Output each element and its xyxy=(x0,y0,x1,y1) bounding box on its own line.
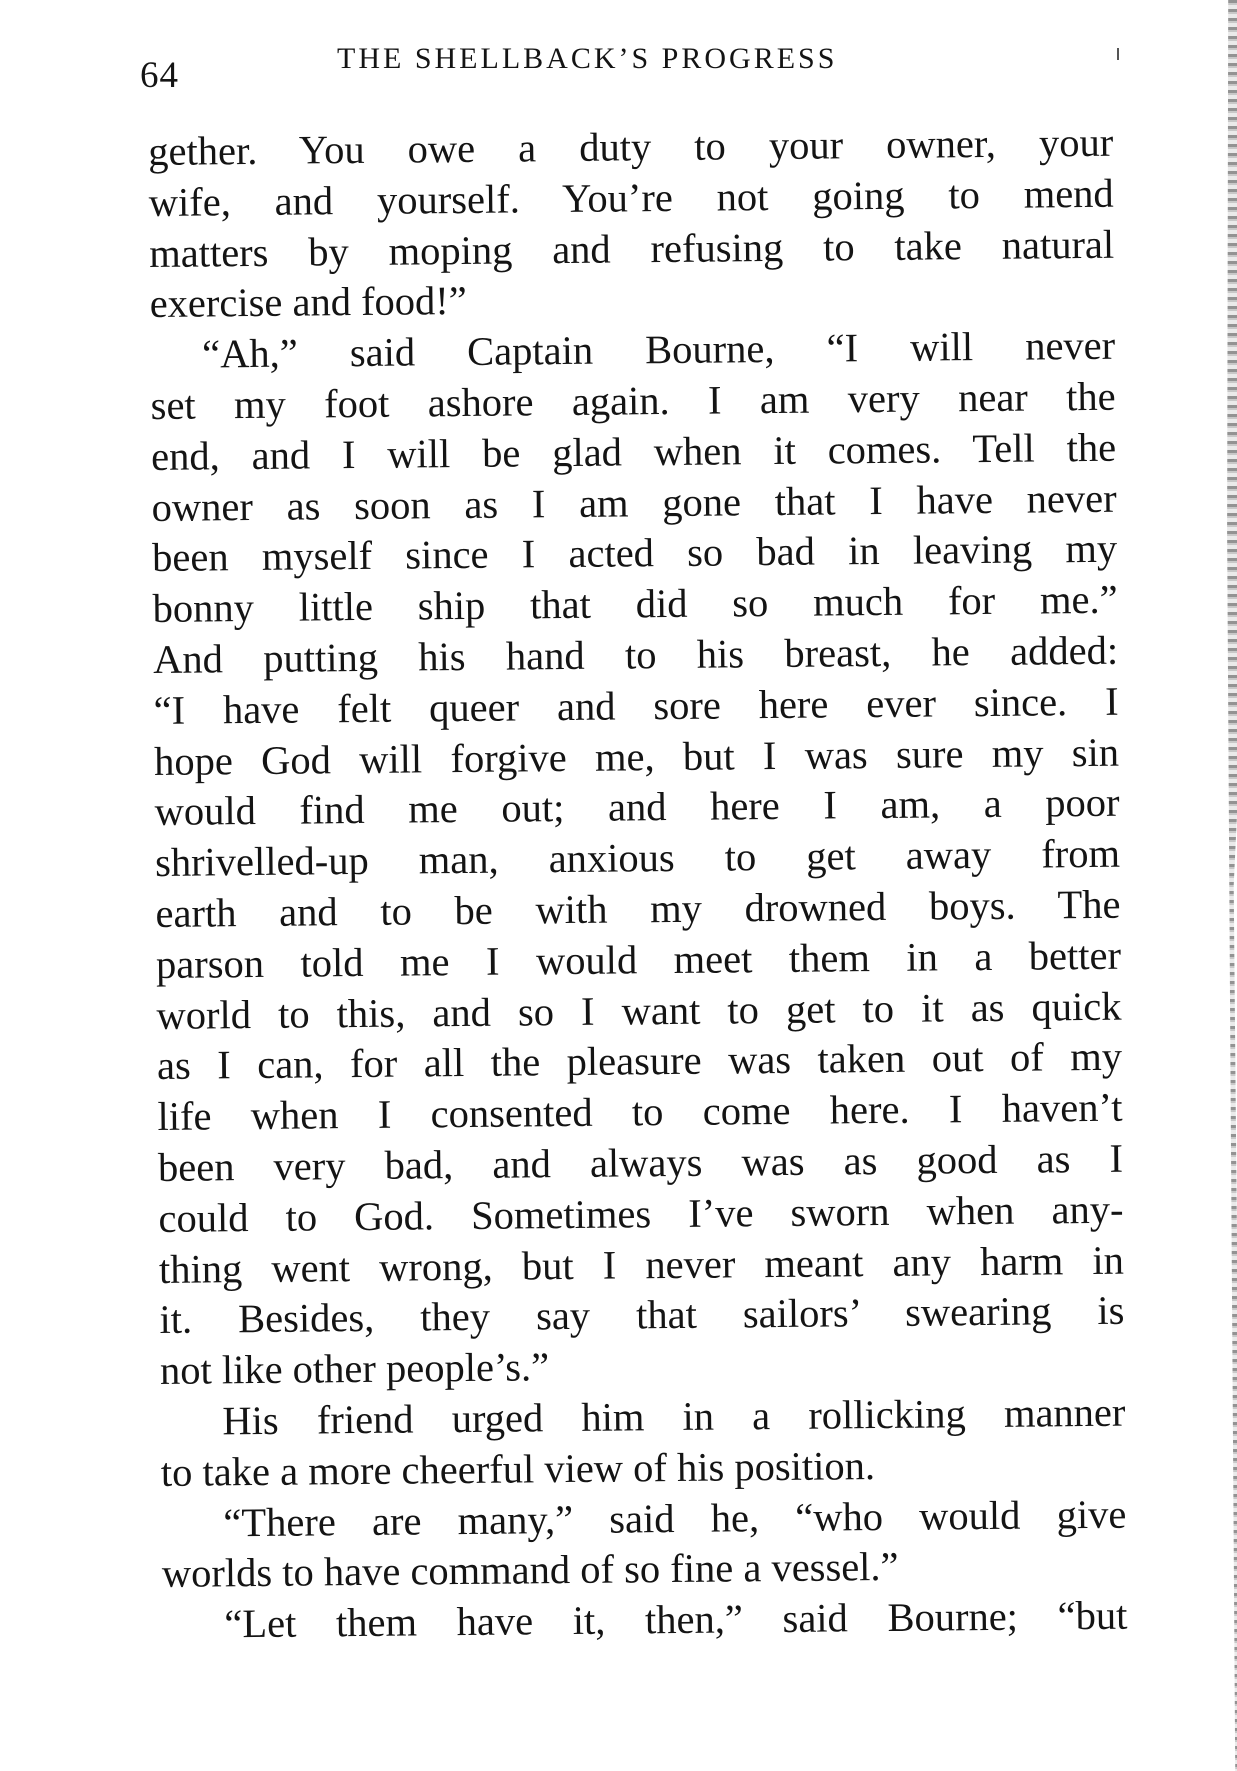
text-line: “I have felt queer and sore here ever since. I xyxy=(153,678,1119,733)
text-line: hope God will forgive me, but I was sure my sin xyxy=(153,729,1120,784)
text-line: And putting his hand to his breast, he added: xyxy=(152,627,1119,682)
text-line: not like other people’s.” xyxy=(159,1344,550,1394)
text-line: “Ah,” said Captain Bourne, “I will never xyxy=(201,322,1116,377)
text-line: gether. You owe a duty to your owner, your xyxy=(148,119,1114,174)
text-line: life when I consented to come here. I haven’t xyxy=(157,1084,1123,1140)
text-line: exercise and food!” xyxy=(149,278,467,327)
scan-edge-shadow xyxy=(1215,0,1237,1771)
body-text xyxy=(148,118,1128,1651)
text-line: could to God. Sometimes I’ve sworn when any- xyxy=(158,1186,1124,1241)
text-line: been myself since I acted so bad in leaving my xyxy=(151,526,1118,581)
text-line: world to this, and so I want to get to it as quick xyxy=(156,983,1122,1038)
text-line: thing went wrong, but I never meant any harm in xyxy=(158,1237,1125,1292)
text-line: been very bad, and always was as good as I xyxy=(157,1135,1124,1190)
text-line: “Let them have it, then,” said Bourne; “but xyxy=(224,1592,1128,1647)
text-line: to take a more cheerful view of his position. xyxy=(160,1442,876,1495)
text-line: earth and to be with my drowned boys. The xyxy=(155,881,1121,936)
text-line: it. Besides, they say that sailors’ swearing is xyxy=(159,1288,1125,1343)
text-line: would find me out; and here I am, a poor xyxy=(154,780,1120,835)
text-line: set my foot ashore again. I am very near the xyxy=(150,373,1116,428)
text-line: wife, and yourself. You’re not going to mend xyxy=(148,170,1114,225)
text-line: His friend urged him in a rollicking manner xyxy=(222,1389,1126,1444)
running-head: THE SHELLBACK’S PROGRESS xyxy=(337,42,838,75)
text-line: shrivelled-up man, anxious to get away from xyxy=(154,830,1121,886)
text-line: parson told me I would meet them in a better xyxy=(155,932,1122,987)
text-line: as I can, for all the pleasure was taken out of my xyxy=(156,1034,1123,1089)
page-number: 64 xyxy=(140,55,179,96)
text-line: worlds to have command of so fine a vessel.” xyxy=(161,1544,899,1597)
text-line: owner as soon as I am gone that I have never xyxy=(151,475,1117,530)
text-line: bonny little ship that did so much for me.” xyxy=(152,576,1118,632)
text-line: end, and I will be glad when it comes. Tell the xyxy=(150,424,1117,479)
text-line: “There are many,” said he, “who would give xyxy=(223,1491,1127,1545)
print-mark xyxy=(1117,48,1119,60)
page-header xyxy=(140,40,1140,100)
text-line: matters by moping and refusing to take natural xyxy=(148,221,1115,276)
